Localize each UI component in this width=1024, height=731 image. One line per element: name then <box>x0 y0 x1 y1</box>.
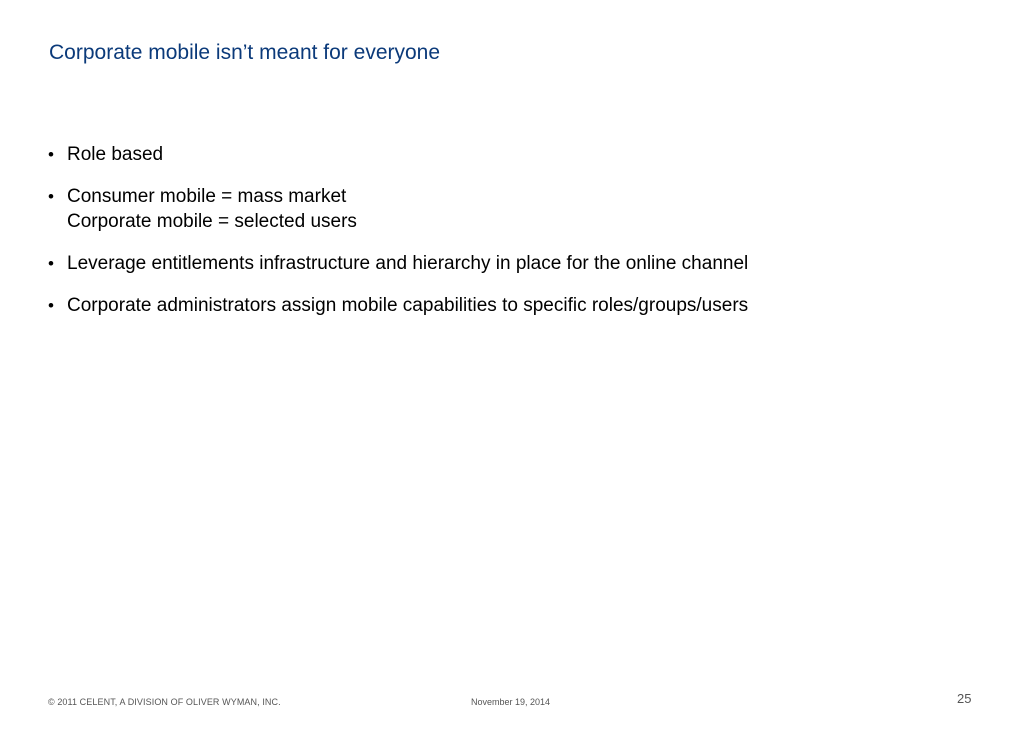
bullet-dot-icon: • <box>48 254 54 273</box>
slide-title: Corporate mobile isn’t meant for everyone <box>49 41 441 64</box>
bullet-text: Corporate mobile = selected users <box>67 211 357 232</box>
bullet-text: Consumer mobile = mass market <box>67 186 347 207</box>
bullet-text: Role based <box>67 144 164 165</box>
bullet-text: Corporate administrators assign mobile capabilities to specific roles/groups/users <box>67 295 749 316</box>
footer-date: November 19, 2014 <box>471 697 551 707</box>
bullet-dot-icon: • <box>48 145 54 164</box>
bullet-item <box>48 251 948 276</box>
bullet-item <box>48 184 948 234</box>
bullet-item <box>48 142 948 167</box>
bullet-item <box>48 293 948 318</box>
bullet-dot-icon: • <box>48 296 54 315</box>
bullet-list <box>48 142 948 335</box>
page-number: 25 <box>957 691 972 706</box>
bullet-dot-icon: • <box>48 187 54 206</box>
footer-copyright: © 2011 CELENT, A DIVISION OF OLIVER WYMAN, INC. <box>48 697 281 707</box>
bullet-text: Leverage entitlements infrastructure and hierarchy in place for the online channel <box>67 253 749 274</box>
